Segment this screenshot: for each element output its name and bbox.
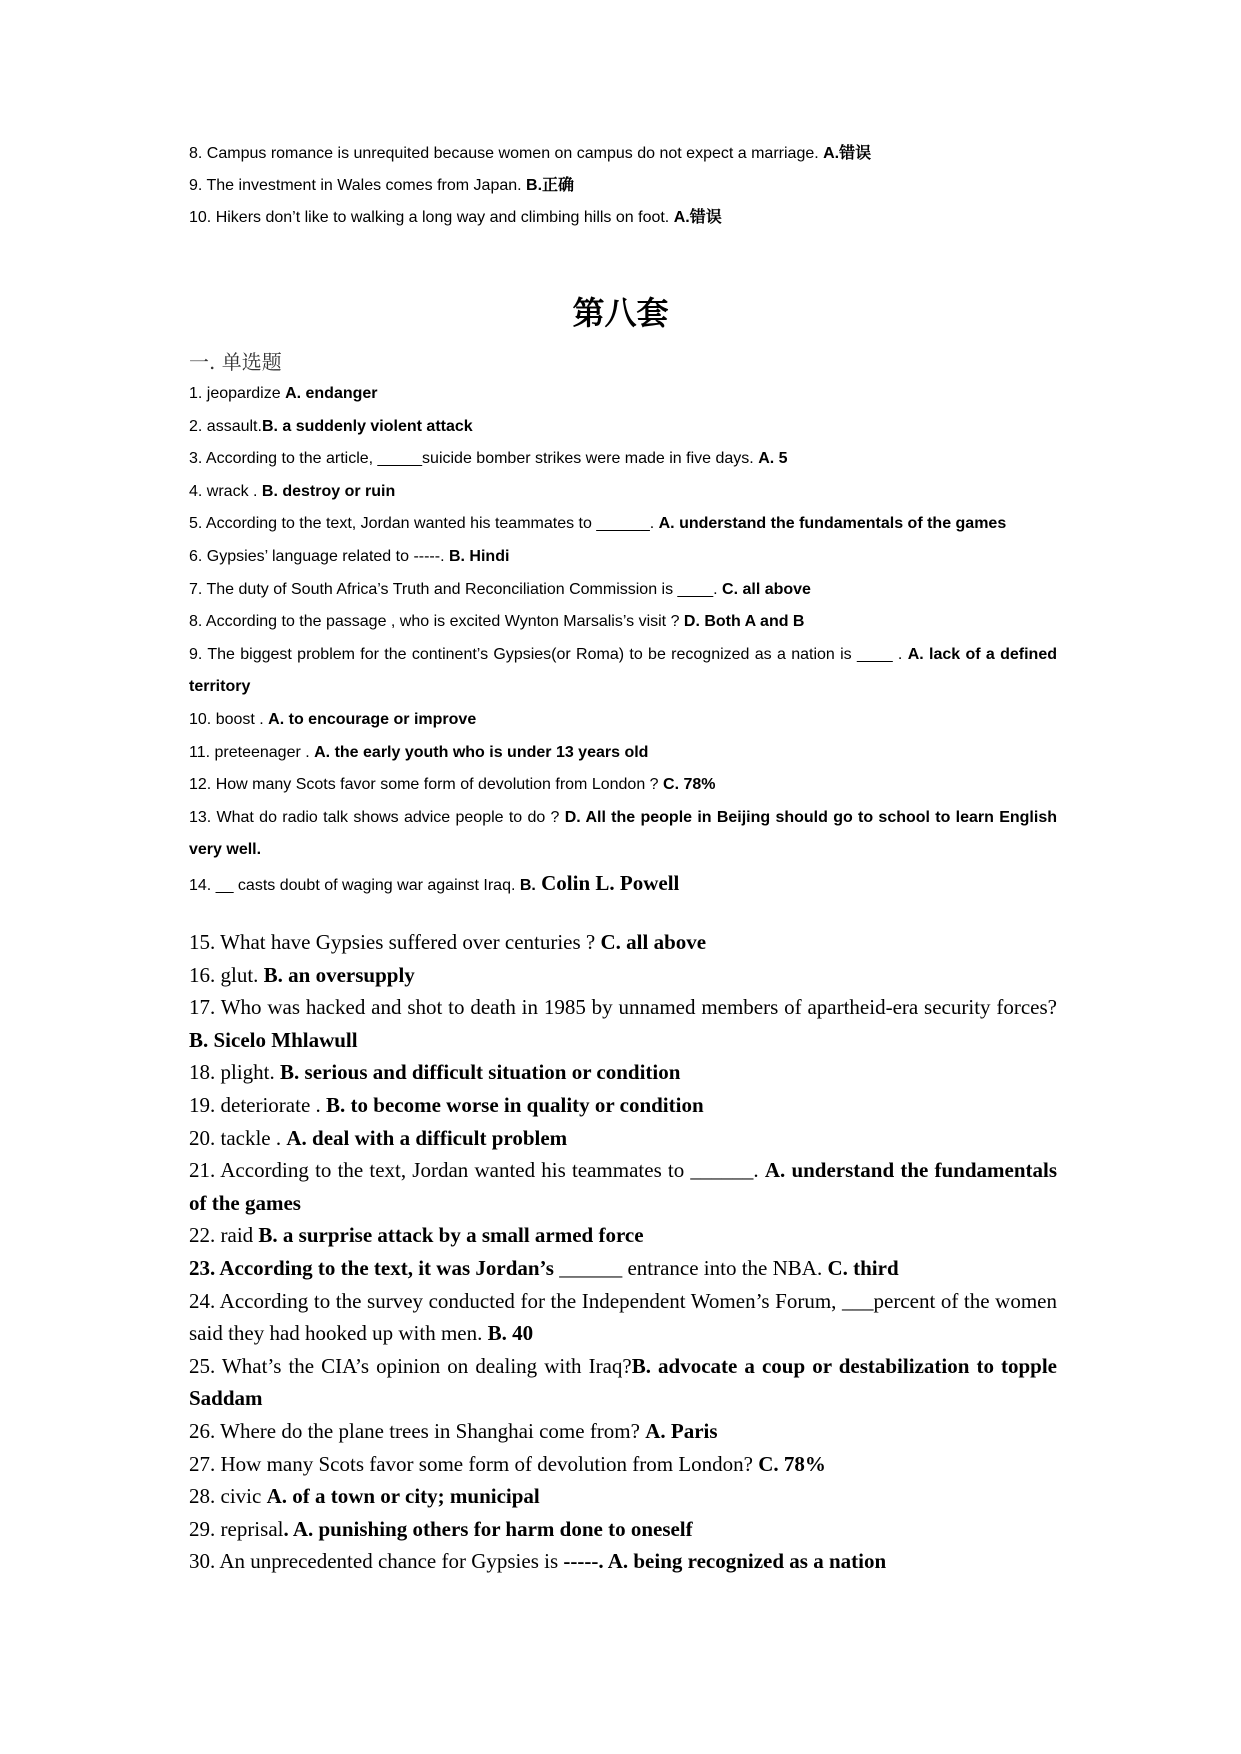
question-item: 4. wrack . B. destroy or ruin xyxy=(189,482,396,500)
question-item: 9. The biggest problem for the continent’s Gypsies(or Roma) to be recognized as a nation is ____ . A. lack of a defined territory xyxy=(189,645,1058,696)
section-heading: 一. 单选题 xyxy=(189,350,282,374)
question-item: 3. According to the article, _____suicide bomber strikes were made in five days. A. 5 xyxy=(189,450,788,468)
question-item: 8. According to the passage , who is excited Wynton Marsalis’s visit ? D. Both A and B xyxy=(189,613,805,631)
previous-set-items xyxy=(189,140,1057,236)
question-item: 26. Where do the plane trees in Shanghai come from? A. Paris xyxy=(189,1418,718,1443)
question-item: 28. civic A. of a town or city; municipal xyxy=(189,1484,540,1509)
question-item: 24. According to the survey conducted for the Independent Women’s Forum, ___percent of the women said they had hooked up with men. B. 40 xyxy=(189,1288,1057,1346)
question-item: 2. assault.B. a suddenly violent attack xyxy=(189,417,473,435)
question-item: 27. How many Scots favor some form of devolution from London? C. 78% xyxy=(189,1451,826,1476)
list-item: 9. The investment in Wales comes from Japan. B.正确 xyxy=(189,177,575,194)
question-item: 11. preteenager . A. the early youth who is under 13 years old xyxy=(189,743,649,761)
question-item: 10. boost . A. to encourage or improve xyxy=(189,710,477,728)
question-item: 7. The duty of South Africa’s Truth and Reconciliation Commission is ____. C. all above xyxy=(189,580,811,598)
question-list-serif xyxy=(189,926,1057,1578)
question-item: 22. raid B. a surprise attack by a small armed force xyxy=(189,1223,644,1248)
question-item: 6. Gypsies’ language related to -----. B. Hindi xyxy=(189,547,510,565)
question-item: 5. According to the text, Jordan wanted his teammates to ______. A. understand the fundamentals of the games xyxy=(189,515,1007,533)
question-item: 25. What’s the CIA’s opinion on dealing with Iraq?B. advocate a coup or destabilization to topple Saddam xyxy=(189,1353,1058,1411)
question-list-sans xyxy=(189,378,1057,903)
question-item: 16. glut. B. an oversupply xyxy=(189,962,415,987)
question-item: 29. reprisal. A. punishing others for harm done to oneself xyxy=(189,1516,693,1541)
question-item: 18. plight. B. serious and difficult situation or condition xyxy=(189,1060,681,1085)
question-item: 19. deteriorate . B. to become worse in quality or condition xyxy=(189,1092,704,1117)
question-item: 12. How many Scots favor some form of devolution from London ? C. 78% xyxy=(189,776,716,794)
question-item: 1. jeopardize A. endanger xyxy=(189,385,378,402)
question-item: 20. tackle . A. deal with a difficult problem xyxy=(189,1125,568,1150)
question-item: 21. According to the text, Jordan wanted his teammates to ______. A. understand the fundamentals of the games xyxy=(189,1158,1058,1215)
question-item: 23. According to the text, it was Jordan’s ______ entrance into the NBA. C. third xyxy=(189,1255,899,1280)
question-item: 15. What have Gypsies suffered over centuries ? C. all above xyxy=(189,930,707,954)
question-item: 13. What do radio talk shows advice people to do ? D. All the people in Beijing should go to school to learn English very well. xyxy=(189,808,1057,859)
list-item: 8. Campus romance is unrequited because women on campus do not expect a marriage. A.错误 xyxy=(189,145,872,162)
question-item: 17. Who was hacked and shot to death in 1985 by unnamed members of apartheid-era security forces? B. Sicelo Mhlawull xyxy=(189,995,1057,1052)
question-item: 14. __ casts doubt of waging war against Iraq. B. Colin L. Powell xyxy=(189,870,680,895)
set-title: 第八套 xyxy=(572,294,669,332)
question-item: 30. An unprecedented chance for Gypsies is -----. A. being recognized as a nation xyxy=(189,1549,887,1574)
list-item: 10. Hikers don’t like to walking a long way and climbing hills on foot. A.错误 xyxy=(189,209,722,226)
